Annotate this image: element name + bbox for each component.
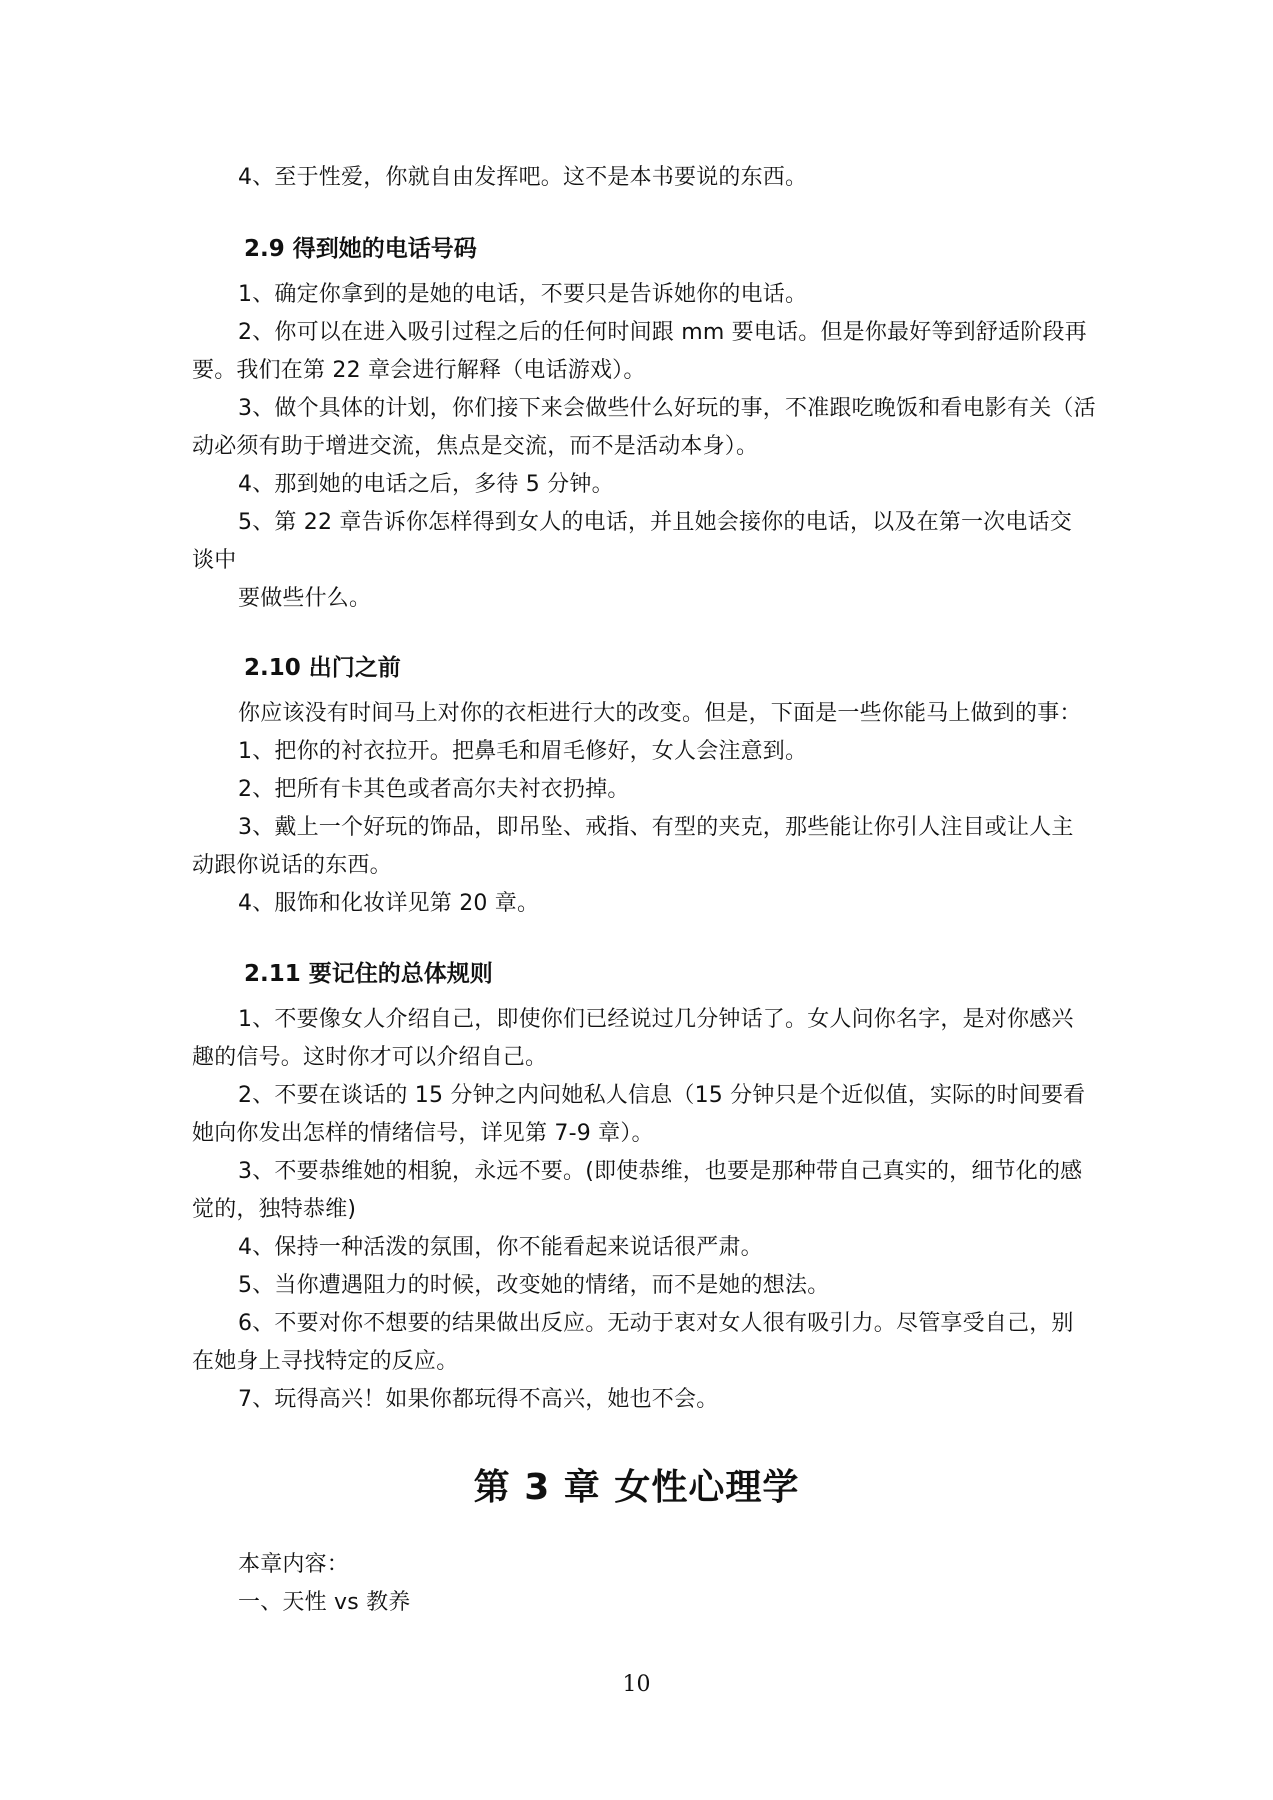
paragraph-line: 5、第 22 章告诉你怎样得到女人的电话，并且她会接你的电话，以及在第一次电话交 bbox=[238, 510, 1072, 535]
paragraph-line: 4、保持一种活泼的氛围，你不能看起来说话很严肃。 bbox=[238, 1235, 763, 1260]
paragraph-continuation: 趣的信号。这时你才可以介绍自己。 bbox=[192, 1045, 548, 1070]
paragraph-line: 4、至于性爱，你就自由发挥吧。这不是本书要说的东西。 bbox=[238, 165, 808, 190]
paragraph-line: 2、不要在谈话的 15 分钟之内问她私人信息（15 分钟只是个近似值，实际的时间要看 bbox=[238, 1083, 1086, 1108]
paragraph-line: 5、当你遭遇阻力的时候，改变她的情绪，而不是她的想法。 bbox=[238, 1273, 830, 1298]
paragraph-line: 1、把你的衬衣拉开。把鼻毛和眉毛修好，女人会注意到。 bbox=[238, 739, 808, 764]
paragraph-line: 3、不要恭维她的相貌，永远不要。(即使恭维，也要是那种带自己真实的，细节化的感 bbox=[238, 1159, 1083, 1184]
paragraph-continuation: 动必须有助于增进交流，焦点是交流，而不是活动本身）。 bbox=[192, 434, 759, 459]
paragraph-line: 7、玩得高兴！如果你都玩得不高兴，她也不会。 bbox=[238, 1387, 719, 1412]
section-heading-2-10: 2.10 出门之前 bbox=[244, 655, 401, 681]
paragraph-continuation: 谈中 bbox=[192, 548, 237, 573]
paragraph-line: 2、把所有卡其色或者高尔夫衬衣扔掉。 bbox=[238, 777, 630, 802]
paragraph-line: 1、不要像女人介绍自己，即使你们已经说过几分钟话了。女人问你名字，是对你感兴 bbox=[238, 1007, 1074, 1032]
paragraph-line: 本章内容： bbox=[238, 1552, 350, 1577]
paragraph-continuation: 动跟你说话的东西。 bbox=[192, 853, 392, 878]
paragraph-line: 4、服饰和化妆详见第 20 章。 bbox=[238, 891, 540, 916]
paragraph-continuation: 要。我们在第 22 章会进行解释（电话游戏）。 bbox=[192, 358, 646, 383]
paragraph-line: 6、不要对你不想要的结果做出反应。无动于衷对女人很有吸引力。尽管享受自己，别 bbox=[238, 1311, 1074, 1336]
paragraph-continuation: 在她身上寻找特定的反应。 bbox=[192, 1349, 459, 1374]
paragraph-continuation: 她向你发出怎样的情绪信号，详见第 7-9 章）。 bbox=[192, 1121, 654, 1146]
paragraph-line: 2、你可以在进入吸引过程之后的任何时间跟 mm 要电话。但是你最好等到舒适阶段再 bbox=[238, 320, 1087, 345]
page-number: 10 bbox=[622, 1672, 651, 1697]
section-heading-2-11: 2.11 要记住的总体规则 bbox=[244, 961, 493, 987]
paragraph-line: 一、天性 vs 教养 bbox=[238, 1590, 411, 1615]
paragraph-line: 1、确定你拿到的是她的电话，不要只是告诉她你的电话。 bbox=[238, 282, 808, 307]
paragraph-continuation: 觉的，独特恭维) bbox=[192, 1197, 357, 1222]
paragraph-line: 要做些什么。 bbox=[238, 586, 372, 611]
paragraph-line: 3、做个具体的计划，你们接下来会做些什么好玩的事，不准跟吃晚饭和看电影有关（活 bbox=[238, 396, 1096, 421]
chapter-title: 第 3 章 女性心理学 bbox=[473, 1467, 800, 1508]
paragraph-line: 你应该没有时间马上对你的衣柜进行大的改变。但是，下面是一些你能马上做到的事： bbox=[238, 701, 1082, 726]
paragraph-line: 3、戴上一个好玩的饰品，即吊坠、戒指、有型的夹克，那些能让你引人注目或让人主 bbox=[238, 815, 1074, 840]
paragraph-line: 4、那到她的电话之后，多待 5 分钟。 bbox=[238, 472, 614, 497]
section-heading-2-9: 2.9 得到她的电话号码 bbox=[244, 236, 477, 262]
